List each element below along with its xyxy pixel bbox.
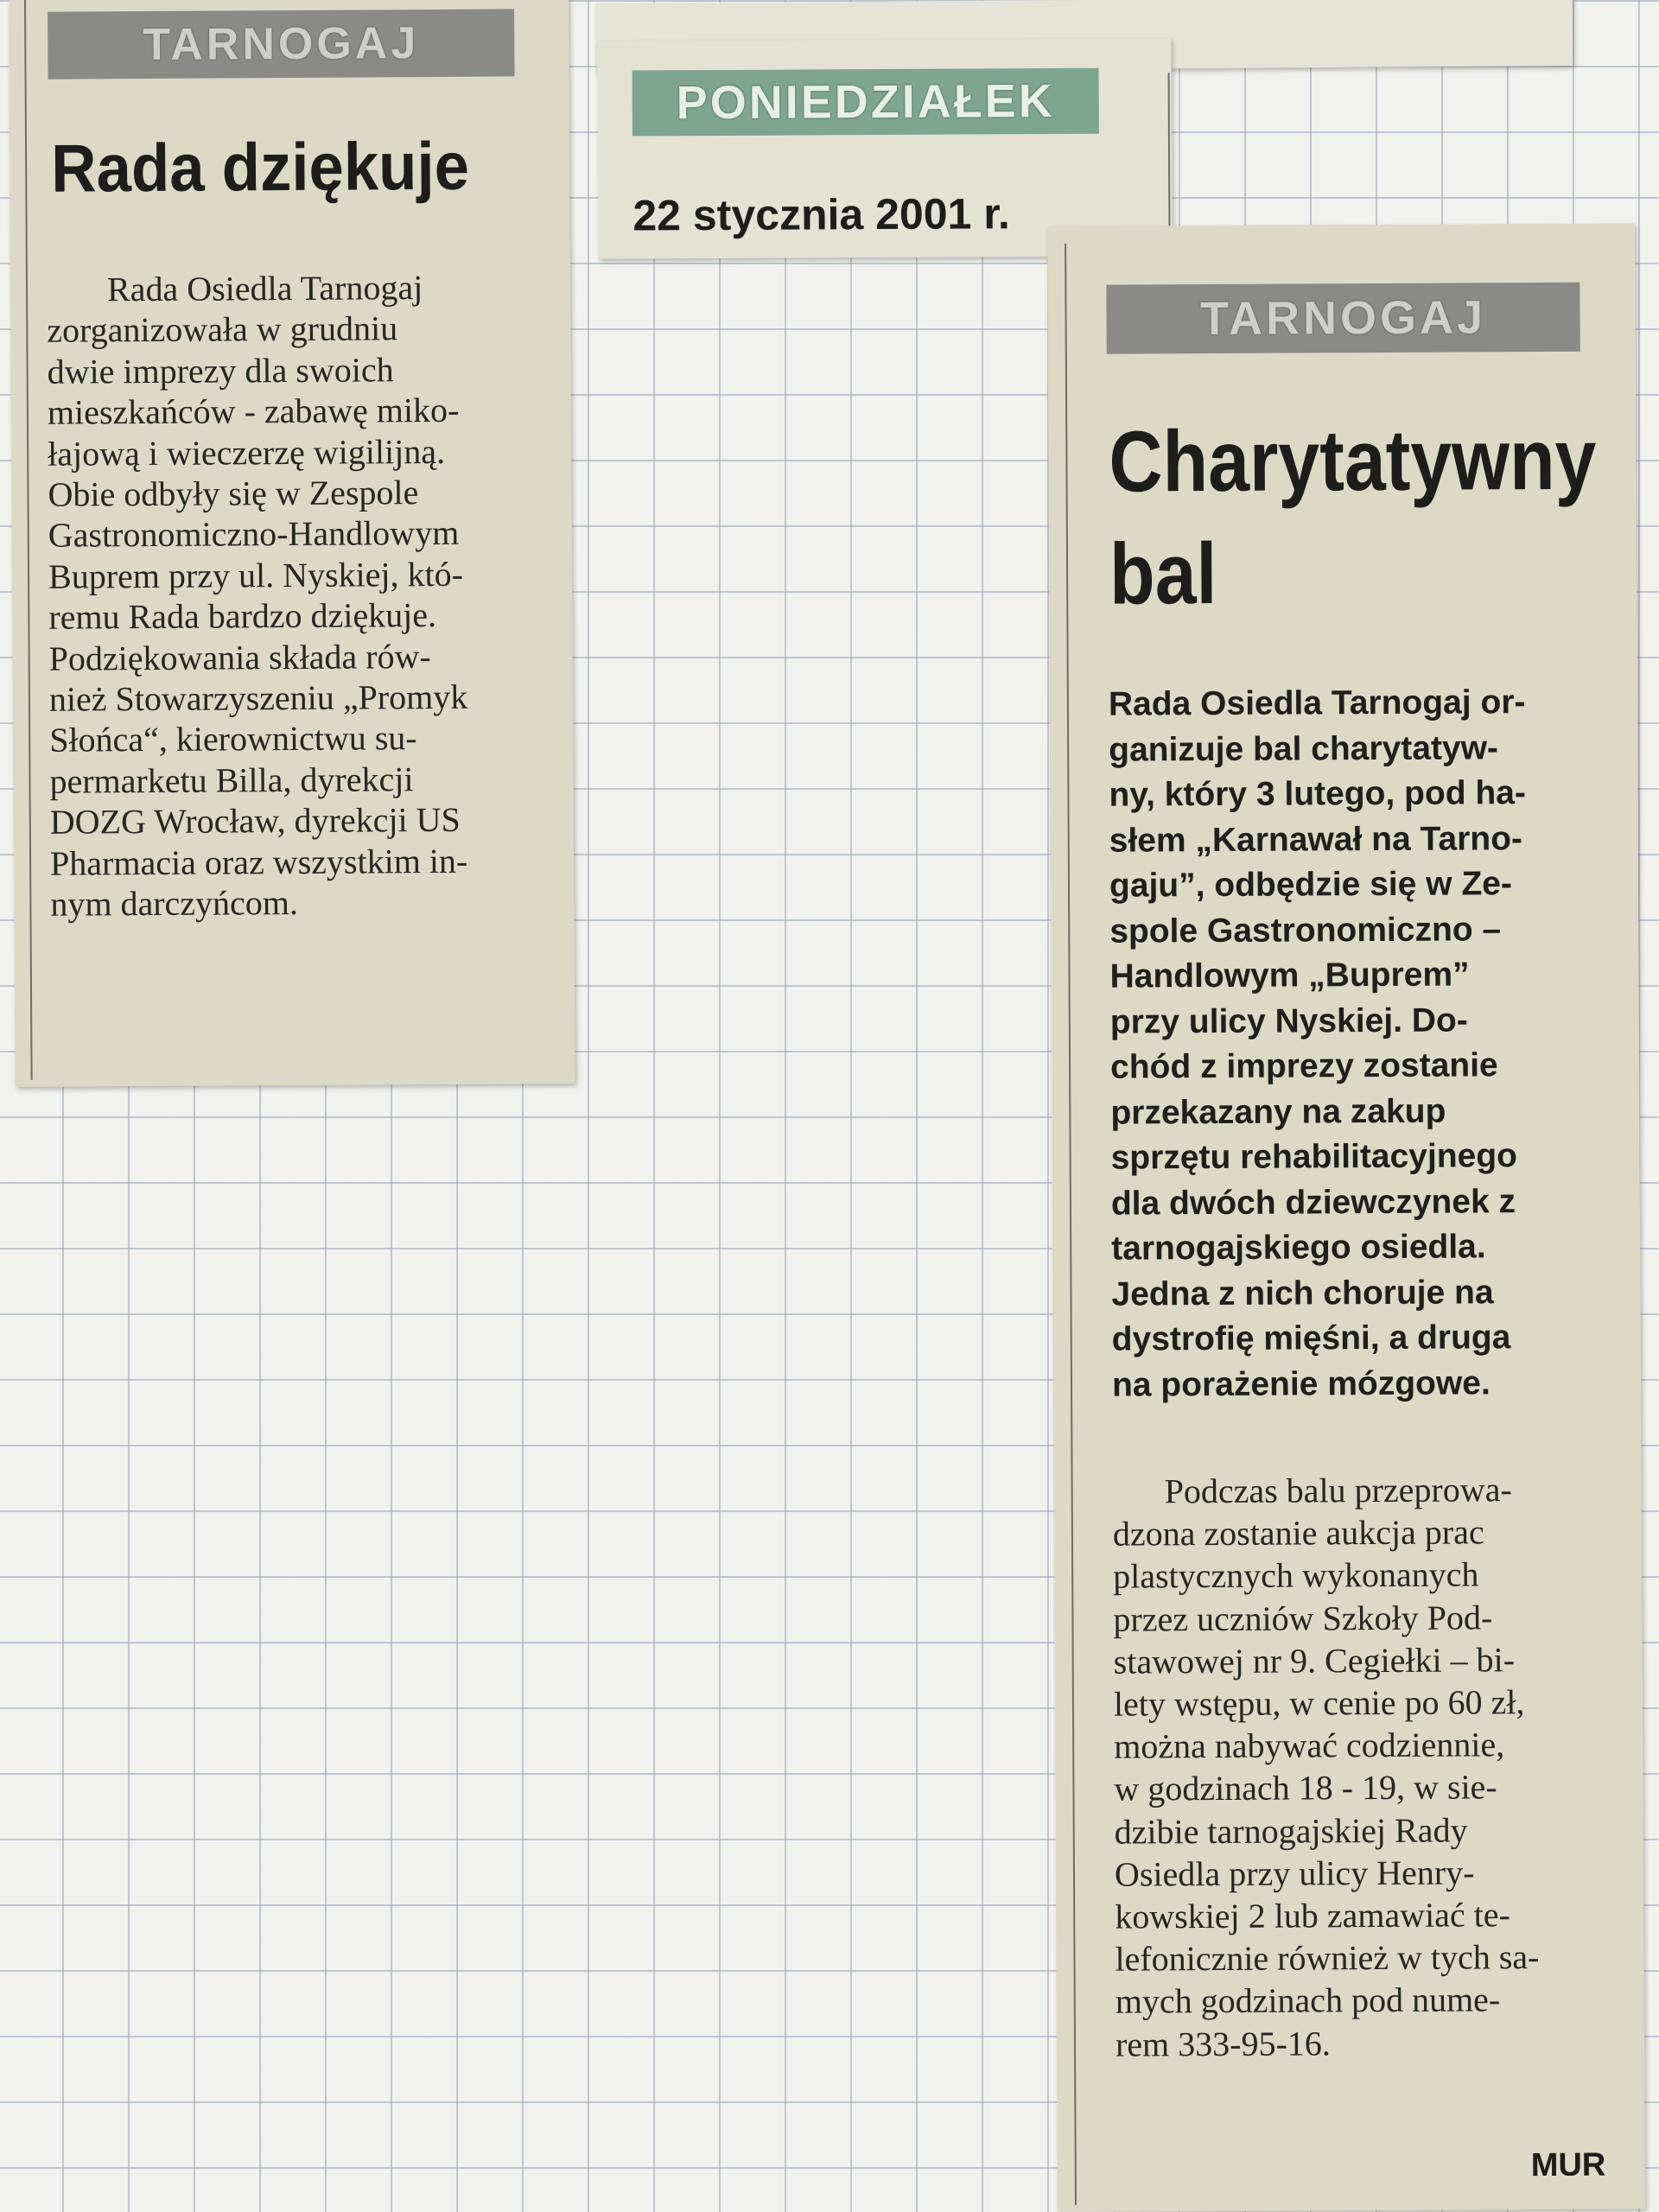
article-lead bbox=[1109, 679, 1630, 1408]
lead-line: dystrofię mięśni, a druga bbox=[1111, 1319, 1511, 1358]
body-line: mych godzinach pod nume- bbox=[1115, 1980, 1501, 2022]
body-line: nież Stowarzyszeniu „Promyk bbox=[48, 677, 468, 719]
body-line: można nabywać codziennie, bbox=[1114, 1725, 1505, 1766]
article-headline-line1: Charytatywny bbox=[1109, 410, 1597, 511]
body-line: Podczas balu przeprowa- bbox=[1164, 1470, 1512, 1511]
body-line: łajową i wieczerzę wigilijną. bbox=[48, 431, 446, 474]
lead-line: przekazany na zakup bbox=[1110, 1092, 1446, 1132]
lead-line: tarnogajskiego osiedla. bbox=[1111, 1228, 1486, 1268]
lead-line: dla dwóch dziewczynek z bbox=[1110, 1182, 1516, 1223]
body-line: nym darczyńcom. bbox=[50, 883, 299, 924]
lead-line: sprzętu rehabilitacyjnego bbox=[1110, 1137, 1518, 1177]
weekday-badge: PONIEDZIAŁEK bbox=[632, 68, 1099, 137]
body-line: Osiedla przy ulicy Henry- bbox=[1114, 1853, 1475, 1894]
section-kicker: TARNOGAJ bbox=[48, 9, 514, 79]
lead-line: gaju”, odbędzie się w Ze- bbox=[1109, 865, 1513, 905]
lead-line: Jedna z nich choruje na bbox=[1111, 1273, 1494, 1313]
body-line: stawowej nr 9. Cegiełki – bi- bbox=[1113, 1640, 1516, 1681]
body-line: plastycznych wykonanych bbox=[1113, 1554, 1479, 1597]
lead-line: chód z imprezy zostanie bbox=[1109, 1046, 1498, 1086]
body-line: mieszkańców - zabawę miko- bbox=[47, 391, 460, 432]
body-line: lety wstępu, w cenie po 60 zł, bbox=[1113, 1682, 1525, 1724]
left-clipping bbox=[9, 0, 575, 1087]
section-kicker: TARNOGAJ bbox=[1106, 283, 1580, 354]
body-line: remu Rada bardzo dziękuje. bbox=[48, 595, 437, 637]
right-clipping-edge-rule bbox=[1065, 244, 1077, 2205]
right-clipping bbox=[1047, 223, 1645, 2212]
body-line: permarketu Billa, dyrekcji bbox=[49, 760, 414, 801]
lead-line: na porażenie mózgowe. bbox=[1111, 1363, 1491, 1404]
body-line: przez uczniów Szkoły Pod- bbox=[1113, 1597, 1493, 1639]
body-line: kowskiej 2 lub zamawiać te- bbox=[1115, 1895, 1510, 1936]
body-line: Podziękowania składa rów- bbox=[48, 636, 431, 678]
lead-line: Handlowym „Buprem” bbox=[1109, 956, 1470, 995]
body-line: Obie odbyły się w Zespole bbox=[48, 473, 419, 514]
publication-date: 22 stycznia 2001 r. bbox=[632, 189, 1010, 240]
body-line: dzona zostanie aukcja prac bbox=[1112, 1512, 1484, 1554]
body-line: rem 333-95-16. bbox=[1115, 2023, 1331, 2064]
lead-line: Rada Osiedla Tarnogaj or- bbox=[1108, 683, 1526, 723]
body-line: DOZG Wrocław, dyrekcji US bbox=[49, 800, 461, 842]
body-line: dwie imprezy dla swoich bbox=[47, 350, 394, 391]
body-line: dzibie tarnogajskiej Rady bbox=[1114, 1810, 1468, 1852]
lead-line: spole Gastronomiczno – bbox=[1109, 910, 1502, 950]
lead-line: ganizuje bal charytatyw- bbox=[1109, 728, 1499, 769]
body-line: lefonicznie również w tych sa- bbox=[1115, 1937, 1540, 1979]
lead-line: słem „Karnawał na Tarno- bbox=[1109, 819, 1523, 860]
body-line: Rada Osiedla Tarnogaj bbox=[106, 268, 423, 309]
body-line: Gastronomiczno-Handlowym bbox=[48, 513, 460, 556]
body-line: zorganizowała w grudniu bbox=[47, 308, 398, 351]
date-clipping-edge-rule bbox=[1168, 73, 1171, 245]
article-body bbox=[47, 266, 552, 925]
body-line: Pharmacia oraz wszystkim in- bbox=[49, 841, 468, 883]
article-headline-line2: bal bbox=[1109, 524, 1217, 623]
body-line: Buprem przy ul. Nyskiej, któ- bbox=[48, 554, 464, 596]
body-line: w godzinach 18 - 19, w sie- bbox=[1114, 1767, 1497, 1809]
article-headline: Rada dziękuje bbox=[50, 127, 470, 207]
lead-line: ny, który 3 lutego, pod ha- bbox=[1109, 774, 1527, 814]
article-body bbox=[1113, 1467, 1635, 2065]
left-clipping-edge-rule bbox=[24, 0, 33, 1080]
body-line: Słońca“, kierownictwu su- bbox=[49, 718, 417, 760]
author-signature: MUR bbox=[1530, 2146, 1606, 2184]
lead-line: przy ulicy Nyskiej. Do- bbox=[1109, 1001, 1468, 1041]
